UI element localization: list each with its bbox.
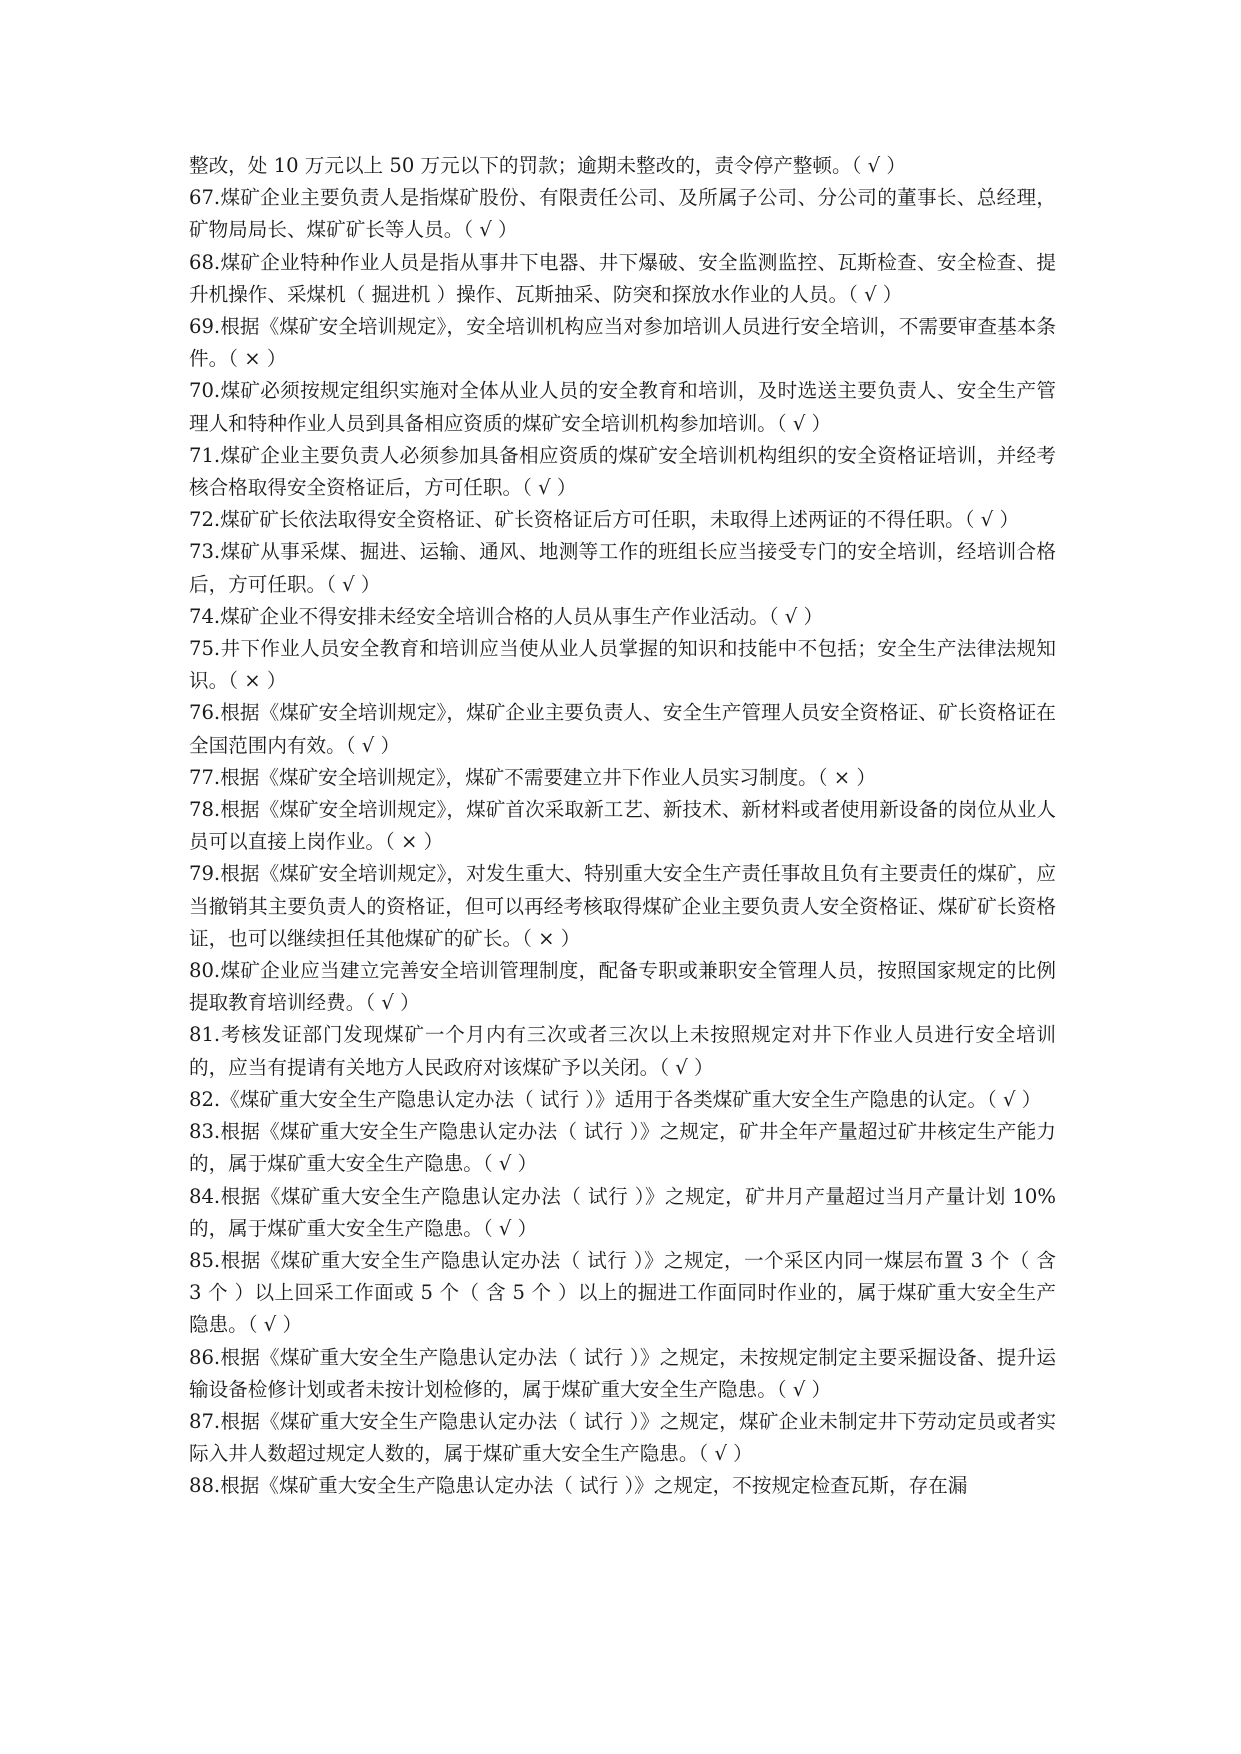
paragraph-item-84: 84.根据《煤矿重大安全生产隐患认定办法（ 试行 ）》之规定，矿井月产量超过当月产量计划 10%的，属于煤矿重大安全生产隐患。（ √ ）	[189, 1184, 1056, 1240]
paragraph-item-85: 85.根据《煤矿重大安全生产隐患认定办法（ 试行 ）》之规定，一个采区内同一煤层布置 3 个（ 含 3 个 ）以上回采工作面或 5 个（ 含 5 个 ）以上的掘进工作面同时作业的，属于煤矿重大安全生产隐患。（ √ ）	[189, 1248, 1056, 1337]
paragraph-item-86: 86.根据《煤矿重大安全生产隐患认定办法（ 试行 ）》之规定，未按规定制定主要采掘设备、提升运输设备检修计划或者未按计划检修的，属于煤矿重大安全生产隐患。（ √ ）	[189, 1345, 1056, 1401]
paragraph-item-79: 79.根据《煤矿安全培训规定》，对发生重大、特别重大安全生产责任事故且负有主要责任的煤矿，应当撤销其主要负责人的资格证，但可以再经考核取得煤矿企业主要负责人安全资格证、煤矿矿长资格证，也可以继续担任其他煤矿的矿长。（ × ）	[189, 862, 1056, 950]
paragraph-item-72: 72.煤矿矿长依法取得安全资格证、矿长资格证后方可任职，未取得上述两证的不得任职。（ √ ）	[189, 508, 1020, 532]
paragraph-item-73: 73.煤矿从事采煤、掘进、运输、通风、地测等工作的班组长应当接受专门的安全培训，经培训合格后，方可任职。（ √ ）	[189, 540, 1056, 596]
paragraph-continuation: 整改，处 10 万元以上 50 万元以下的罚款；逾期未整改的，责令停产整顿。（ √ ）	[189, 154, 906, 177]
paragraph-item-80: 80.煤矿企业应当建立完善安全培训管理制度，配备专职或兼职安全管理人员，按照国家规定的比例提取教育培训经费。（ √ ）	[189, 959, 1056, 1015]
paragraph-item-71: 71.煤矿企业主要负责人必须参加具备相应资质的煤矿安全培训机构组织的安全资格证培训，并经考核合格取得安全资格证后，方可任职。（ √ ）	[189, 443, 1056, 500]
paragraph-item-78: 78.根据《煤矿安全培训规定》，煤矿首次采取新工艺、新技术、新材料或者使用新设备的岗位从业人员可以直接上岗作业。（ × ）	[189, 798, 1056, 854]
document-body	[189, 150, 1056, 1503]
paragraph-item-69: 69.根据《煤矿安全培训规定》，安全培训机构应当对参加培训人员进行安全培训，不需要审查基本条件。（ × ）	[189, 315, 1056, 371]
paragraph-item-70: 70.煤矿必须按规定组织实施对全体从业人员的安全教育和培训，及时选送主要负责人、安全生产管理人和特种作业人员到具备相应资质的煤矿安全培训机构参加培训。（ √ ）	[189, 379, 1056, 435]
paragraph-item-76: 76.根据《煤矿安全培训规定》，煤矿企业主要负责人、安全生产管理人员安全资格证、矿长资格证在全国范围内有效。（ √ ）	[189, 701, 1056, 757]
paragraph-item-87: 87.根据《煤矿重大安全生产隐患认定办法（ 试行 ）》之规定，煤矿企业未制定井下劳动定员或者实际入井人数超过规定人数的，属于煤矿重大安全生产隐患。（ √ ）	[189, 1409, 1056, 1466]
paragraph-item-74: 74.煤矿企业不得安排未经安全培训合格的人员从事生产作业活动。（ √ ）	[189, 604, 824, 628]
paragraph-item-75: 75.井下作业人员安全教育和培训应当使从业人员掌握的知识和技能中不包括；安全生产法律法规知识。（ × ）	[189, 637, 1056, 693]
paragraph-item-83: 83.根据《煤矿重大安全生产隐患认定办法（ 试行 ）》之规定，矿井全年产量超过矿井核定生产能力的，属于煤矿重大安全生产隐患。（ √ ）	[189, 1120, 1056, 1176]
paragraph-item-68: 68.煤矿企业特种作业人员是指从事井下电器、井下爆破、安全监测监控、瓦斯检查、安全检查、提升机操作、采煤机（ 掘进机 ）操作、瓦斯抽采、防突和探放水作业的人员。（ √ ）	[189, 250, 1056, 306]
paragraph-item-67: 67.煤矿企业主要负责人是指煤矿股份、有限责任公司、及所属子公司、分公司的董事长、总经理，矿物局局长、煤矿矿长等人员。（ √ ）	[189, 186, 1056, 242]
paragraph-item-88: 88.根据《煤矿重大安全生产隐患认定办法（ 试行 ）》之规定，不按规定检查瓦斯，存在漏	[189, 1474, 968, 1498]
paragraph-item-77: 77.根据《煤矿安全培训规定》，煤矿不需要建立井下作业人员实习制度。（ × ）	[189, 765, 877, 789]
paragraph-item-82: 82.《煤矿重大安全生产隐患认定办法（ 试行 ）》适用于各类煤矿重大安全生产隐患的认定。（ √ ）	[189, 1087, 1042, 1111]
paragraph-item-81: 81.考核发证部门发现煤矿一个月内有三次或者三次以上未按照规定对井下作业人员进行安全培训的，应当有提请有关地方人民政府对该煤矿予以关闭。（ √ ）	[189, 1023, 1056, 1079]
